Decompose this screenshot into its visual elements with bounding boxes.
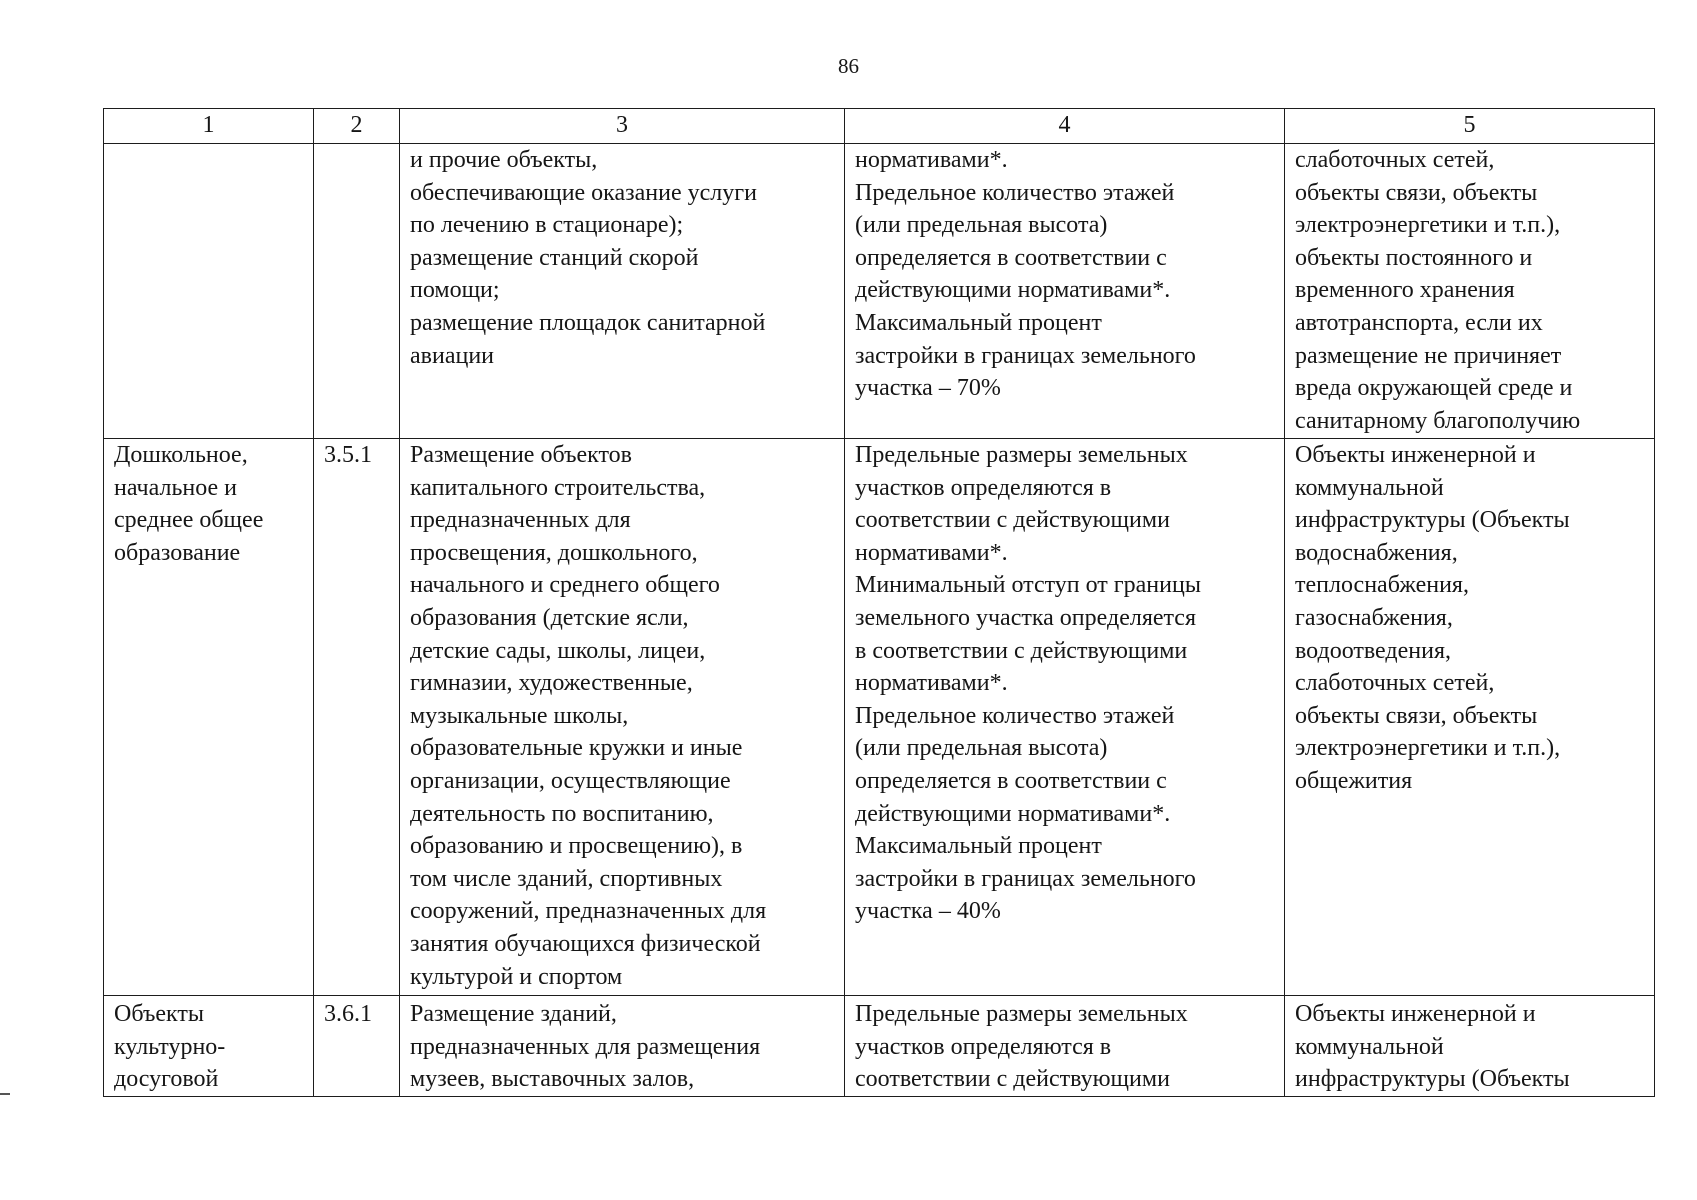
cell-text: Объекты инженерной и коммунальной инфраструктуры (Объекты водоснабжения, теплоснабжения, газоснабжения, водоотведения, слаботочных сетей, объекты связи, объекты электроэнергетики и т.п.), общежития xyxy=(1295,442,1570,794)
table-row xyxy=(104,144,1655,439)
column-header-4: 4 xyxy=(845,109,1285,144)
table-header-row xyxy=(104,109,1655,144)
cell-text: Дошкольное, начальное и среднее общее образование xyxy=(114,442,264,566)
cell-text: Предельные размеры земельных участков определяются в соответствии с действующими xyxy=(855,1001,1188,1093)
table-row xyxy=(104,996,1655,1097)
cell-auxiliary-uses xyxy=(1285,144,1655,439)
column-header-1: 1 xyxy=(104,109,314,144)
column-header-5: 5 xyxy=(1285,109,1655,144)
cell-code xyxy=(314,144,400,439)
cell-text: Объекты культурно- досуговой xyxy=(114,1001,226,1093)
cell-text: Размещение объектов капитального строительства, предназначенных для просвещения, дошкольного, начального и среднего общего образования (детские ясли, детские сады, школы, лицеи, гимназии, художественные, музыкальные школы, образовательные кружки и иные организации, осуществляющие деятельность по воспитанию, образованию и просвещению), в том числе зданий, спортивных сооружений, предназначенных для занятия обучающихся физической культурой и спортом xyxy=(410,442,767,990)
cell-description xyxy=(400,144,845,439)
cell-description xyxy=(400,439,845,996)
cell-land-use-type xyxy=(104,144,314,439)
page-number: 86 xyxy=(838,54,859,78)
cell-text: и прочие объекты, обеспечивающие оказание услуги по лечению в стационаре); размещение станций скорой помощи; размещение площадок санитарной авиации xyxy=(410,147,766,369)
cell-text: Предельные размеры земельных участков определяются в соответствии с действующими нормативами*. Минимальный отступ от границы земельного участка определяется в соответствии с действующими нормативами*. Предельное количество этажей (или предельная высота) определяется в соответствии с действующими нормативами*. Максимальный процент застройки в границах земельного участка – 40% xyxy=(855,442,1201,925)
cell-code xyxy=(314,996,400,1097)
cell-land-use-type xyxy=(104,996,314,1097)
cell-text: слаботочных сетей, объекты связи, объекты электроэнергетики и т.п.), объекты постоянного и временного хранения автотранспорта, если их размещение не причиняет вреда окружающей среде и санитарному благополучию xyxy=(1295,147,1581,434)
cell-description xyxy=(400,996,845,1097)
cell-text: 3.6.1 xyxy=(324,1001,372,1027)
cell-parameters xyxy=(845,439,1285,996)
cell-parameters xyxy=(845,144,1285,439)
cell-text: 3.5.1 xyxy=(324,442,372,468)
column-header-3: 3 xyxy=(400,109,845,144)
cell-auxiliary-uses xyxy=(1285,996,1655,1097)
regulations-table xyxy=(103,108,1655,1097)
cell-auxiliary-uses xyxy=(1285,439,1655,996)
cell-text: Размещение зданий, предназначенных для размещения музеев, выставочных залов, xyxy=(410,1001,761,1093)
margin-mark xyxy=(0,1093,10,1095)
cell-text: Объекты инженерной и коммунальной инфраструктуры (Объекты xyxy=(1295,1001,1570,1093)
cell-land-use-type xyxy=(104,439,314,996)
cell-code xyxy=(314,439,400,996)
column-header-2: 2 xyxy=(314,109,400,144)
cell-text: нормативами*. Предельное количество этажей (или предельная высота) определяется в соответствии с действующими нормативами*. Максимальный процент застройки в границах земельного участка – 70% xyxy=(855,147,1196,402)
table-row xyxy=(104,439,1655,996)
cell-parameters xyxy=(845,996,1285,1097)
